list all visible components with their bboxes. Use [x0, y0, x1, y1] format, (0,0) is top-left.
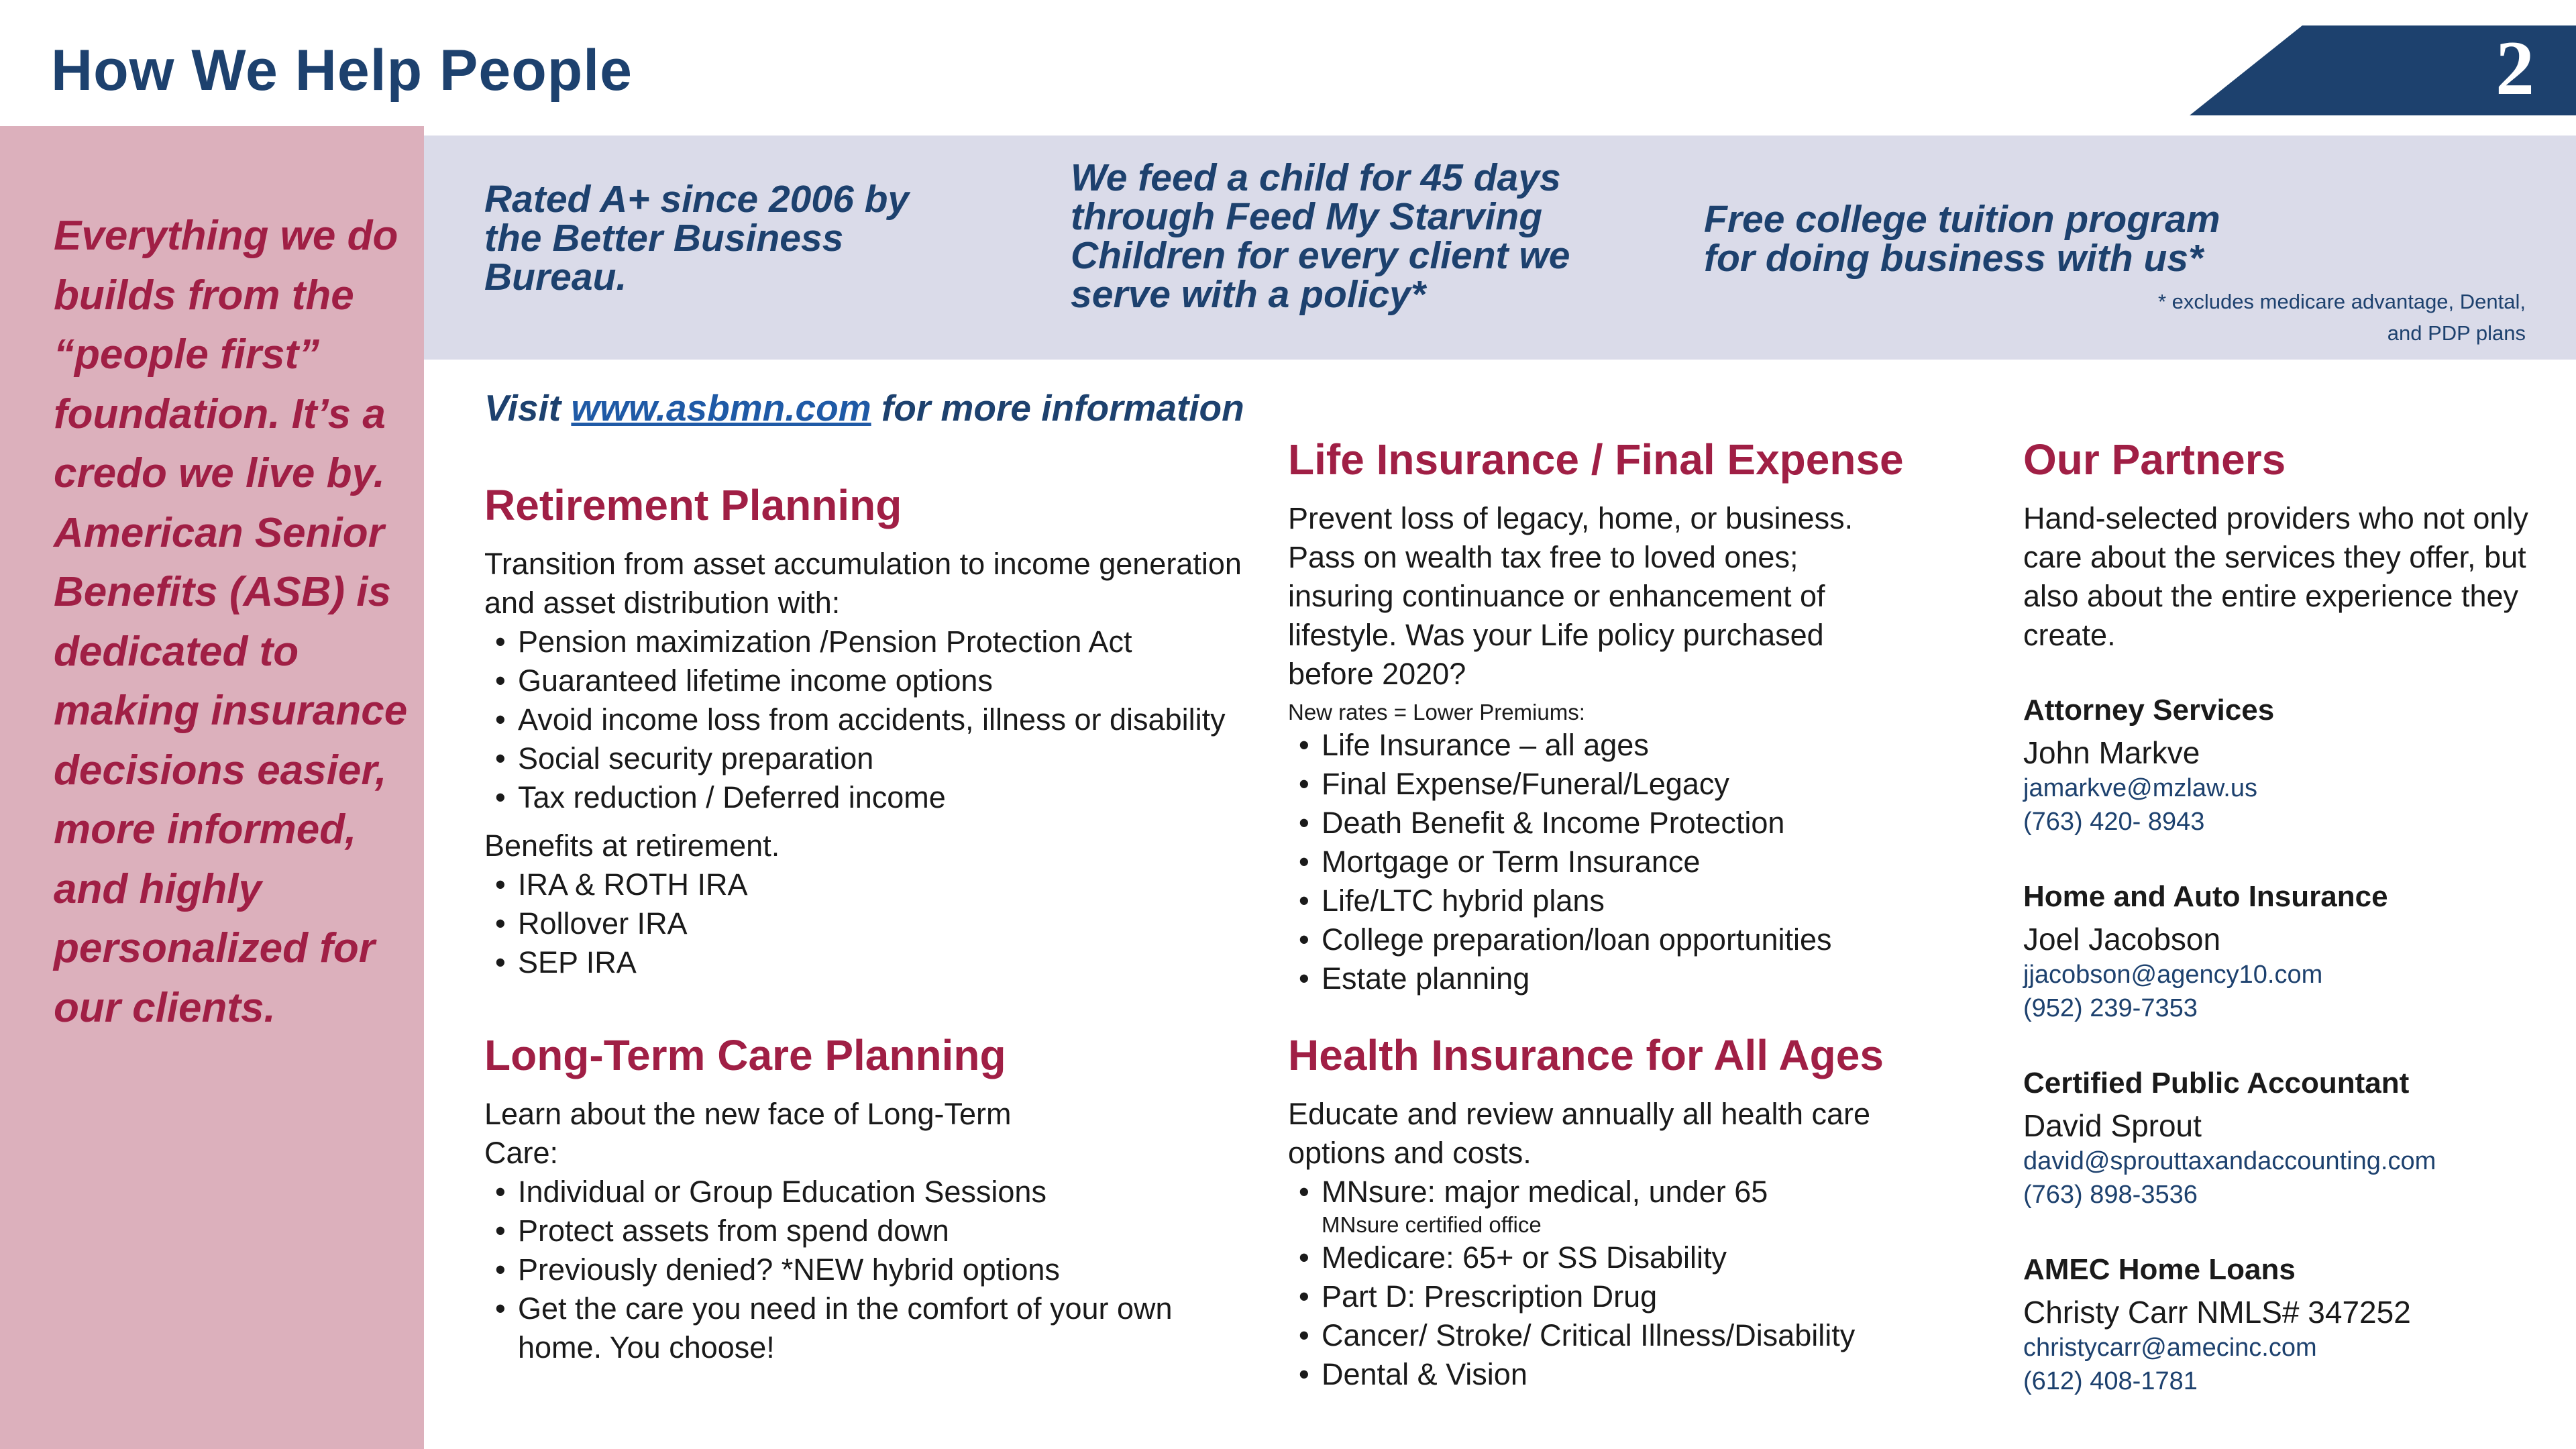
list-item: • SEP IRA — [484, 943, 1256, 982]
partner-phone: (763) 898-3536 — [2023, 1181, 2198, 1209]
partners-section — [2023, 435, 2560, 655]
list-item: • Previously denied? *NEW hybrid options — [484, 1250, 1236, 1289]
health-item-mnsure-note: MNsure certified office — [1322, 1212, 1542, 1237]
banner-footnote: * excludes medicare advantage, Dental, and PDP plans — [2158, 290, 2526, 345]
list-item: • Social security preparation — [484, 739, 1256, 778]
partner-email[interactable]: jamarkve@mzlaw.us — [2023, 774, 2257, 802]
page-number: 2 — [2496, 25, 2534, 111]
partner-card — [2023, 694, 2560, 839]
ltc-heading: Long-Term Care Planning — [484, 1031, 1006, 1079]
health-heading: Health Insurance for All Ages — [1288, 1031, 1884, 1079]
health-item-mnsure: MNsure: major medical, under 65 — [1322, 1175, 1768, 1209]
list-item: • Tax reduction / Deferred income — [484, 778, 1256, 817]
life-rates-label: New rates = Lower Premiums: — [1288, 700, 1585, 724]
partner-title: Certified Public Accountant — [2023, 1067, 2410, 1099]
partner-card — [2023, 1067, 2560, 1212]
list-item: • Medicare: 65+ or SS Disability — [1288, 1238, 1959, 1277]
partner-name: David Sprout — [2023, 1108, 2202, 1143]
retirement-list — [484, 623, 1256, 817]
highlight-bbb-rating: Rated A+ since 2006 by the Better Business Bureau. — [484, 178, 910, 299]
retirement-section — [484, 480, 1256, 982]
retirement-benefits-list — [484, 865, 1256, 982]
list-item: • College preparation/loan opportunities — [1288, 920, 1932, 959]
retirement-heading: Retirement Planning — [484, 481, 902, 529]
partner-email[interactable]: david@sprouttaxandaccounting.com — [2023, 1147, 2436, 1175]
list-item: • Protect assets from spend down — [484, 1212, 1236, 1250]
partner-phone: (763) 420- 8943 — [2023, 808, 2205, 836]
life-intro: Prevent loss of legacy, home, or business. Pass on wealth tax free to loved ones; insuring continuance or enhancement of lifestyle. Was your Life policy purchased before 2020? — [1288, 501, 1854, 691]
highlight-feed-children: We feed a child for 45 days through Feed My Starving Children for every client we serve with a policy* — [1071, 156, 1570, 316]
partner-email[interactable]: christycarr@amecinc.com — [2023, 1334, 2317, 1362]
partner-phone: (612) 408-1781 — [2023, 1367, 2198, 1395]
health-intro: Educate and review annually all health care options and costs. — [1288, 1097, 1871, 1170]
list-item: • IRA & ROTH IRA — [484, 865, 1256, 904]
partner-name: Christy Carr NMLS# 347252 — [2023, 1295, 2411, 1330]
health-list — [1288, 1173, 1959, 1394]
list-item: • Life/LTC hybrid plans — [1288, 881, 1932, 920]
partners-intro: Hand-selected providers who not only care about the services they offer, but also about the entire experience they create. — [2023, 501, 2528, 652]
highlight-college-tuition: Free college tuition program for doing business with us* — [1704, 198, 2220, 280]
partner-phone: (952) 239-7353 — [2023, 994, 2198, 1022]
partner-name: John Markve — [2023, 735, 2200, 770]
list-item: • Estate planning — [1288, 959, 1932, 998]
visit-line — [484, 386, 1244, 429]
retirement-intro: Transition from asset accumulation to income generation and asset distribution with: — [484, 547, 1242, 620]
partner-card — [2023, 880, 2560, 1025]
list-item: • Get the care you need in the comfort of your own home. You choose! — [484, 1289, 1236, 1367]
visit-prefix: Visit — [484, 387, 572, 429]
list-item: • Rollover IRA — [484, 904, 1256, 943]
list-item: • Avoid income loss from accidents, illness or disability — [484, 700, 1256, 739]
partner-card — [2023, 1253, 2560, 1398]
list-item: • Mortgage or Term Insurance — [1288, 843, 1932, 881]
list-item — [1288, 1173, 1959, 1238]
list-item: • Life Insurance – all ages — [1288, 726, 1932, 765]
partner-email[interactable]: jjacobson@agency10.com — [2023, 961, 2323, 989]
partner-title: Attorney Services — [2023, 694, 2275, 727]
partner-name: Joel Jacobson — [2023, 922, 2221, 957]
health-section — [1288, 1030, 1959, 1394]
partner-title: AMEC Home Loans — [2023, 1253, 2296, 1286]
ltc-list — [484, 1173, 1236, 1367]
life-heading: Life Insurance / Final Expense — [1288, 435, 1904, 484]
ltc-intro: Learn about the new face of Long-Term Care: — [484, 1097, 1012, 1170]
page-title: How We Help People — [51, 38, 633, 103]
life-section — [1288, 435, 1932, 998]
partner-title: Home and Auto Insurance — [2023, 880, 2388, 913]
list-item: • Final Expense/Funeral/Legacy — [1288, 765, 1932, 804]
website-link[interactable]: www.asbmn.com — [571, 387, 871, 429]
ltc-section — [484, 1030, 1236, 1367]
list-item: • Death Benefit & Income Protection — [1288, 804, 1932, 843]
list-item: • Part D: Prescription Drug — [1288, 1277, 1959, 1316]
list-item: • Guaranteed lifetime income options — [484, 661, 1256, 700]
life-list — [1288, 726, 1932, 998]
partners-heading: Our Partners — [2023, 435, 2286, 484]
list-item: • Dental & Vision — [1288, 1355, 1959, 1394]
retirement-benefits-label: Benefits at retirement. — [484, 828, 780, 863]
sidebar-statement: Everything we do builds from the “people first” foundation. It’s a credo we live by. American Senior Benefits (ASB) is dedicated to making insurance decisions easier, more informed, and highly personalized for our clients. — [54, 213, 408, 1031]
visit-suffix: for more information — [871, 387, 1244, 429]
list-item: • Pension maximization /Pension Protection Act — [484, 623, 1256, 661]
list-item: • Cancer/ Stroke/ Critical Illness/Disability — [1288, 1316, 1959, 1355]
list-item: • Individual or Group Education Sessions — [484, 1173, 1236, 1212]
